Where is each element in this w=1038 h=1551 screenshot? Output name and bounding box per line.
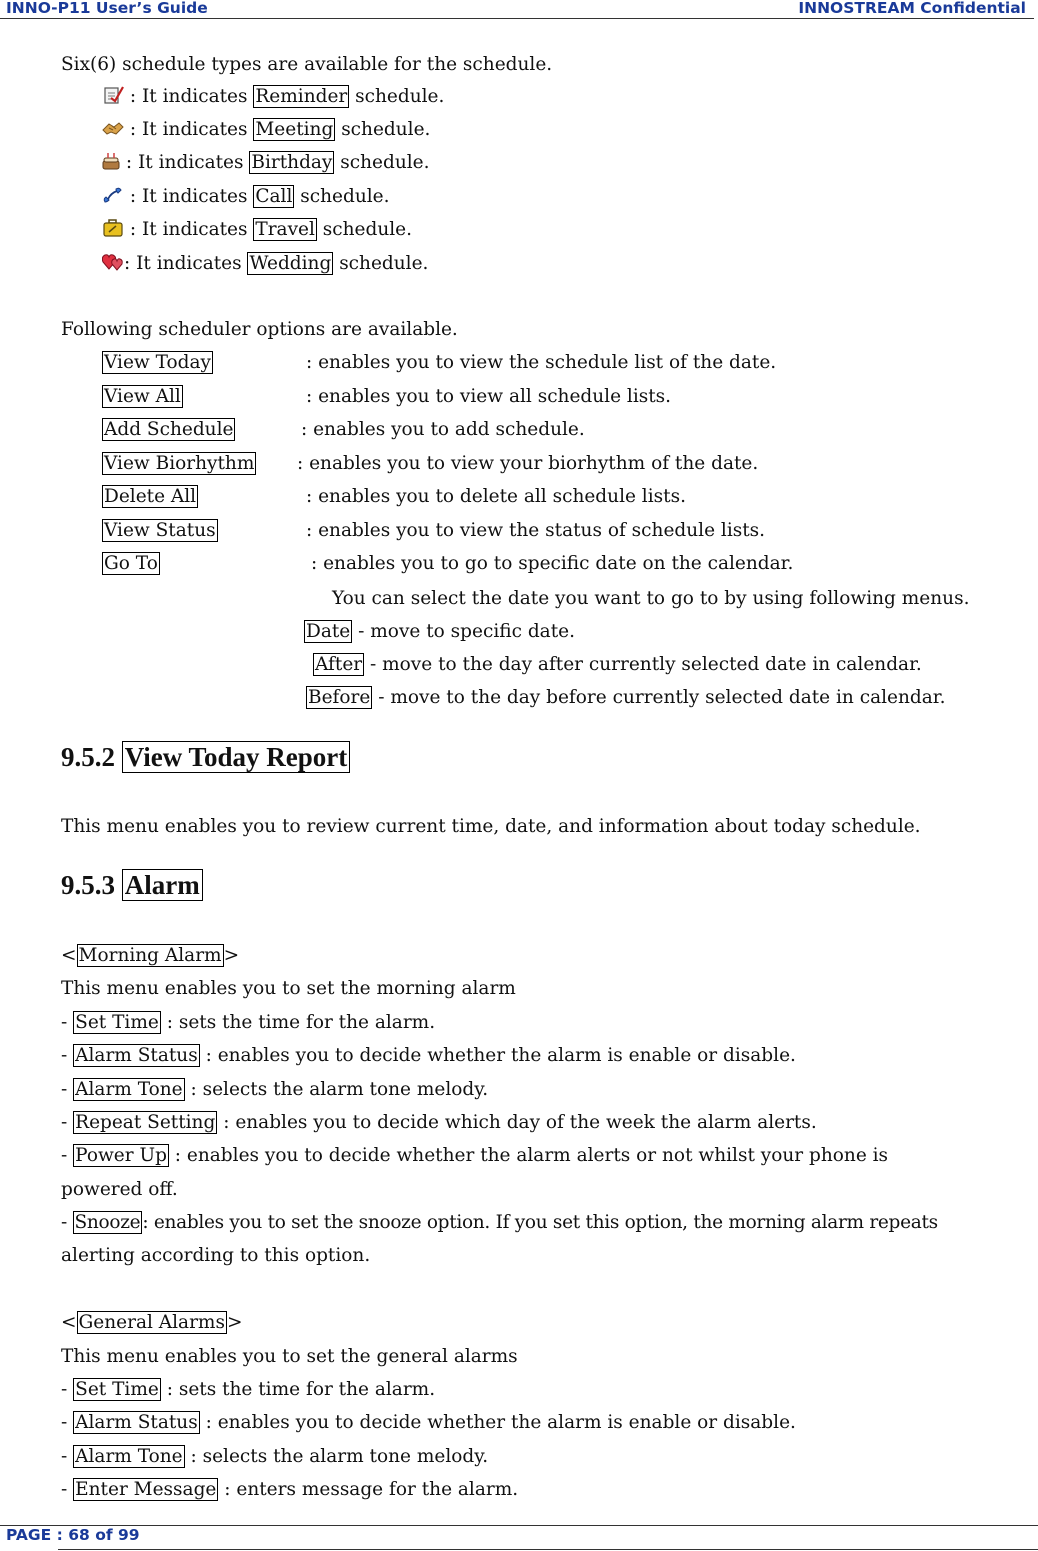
general-item: - Enter Message : enters message for the alarm. [61,1479,519,1500]
type-row: : It indicates Meeting schedule. [102,118,430,142]
morning-item: - Alarm Tone : selects the alarm tone melody. [61,1079,489,1100]
meeting-icon [102,118,124,138]
morning-snooze: Snooze [74,1212,141,1233]
general-item: - Alarm Tone : selects the alarm tone melody. [61,1446,489,1467]
morning-item: - Set Time : sets the time for the alarm. [61,1012,436,1033]
type-name-wedding: Wedding [249,253,332,274]
morning-power-up: Power Up [75,1145,167,1166]
morning-alarm-heading: < Morning Alarm > [61,945,240,966]
option-desc: : enables you to delete all schedule lists. [306,486,686,507]
section-title-view-today-report: View Today Report [122,741,351,773]
general-alarms-title: General Alarms [78,1312,225,1333]
call-icon [102,185,124,205]
morning-item: - Repeat Setting : enables you to decide which day of the week the alarm alerts. [61,1112,817,1133]
option-row [102,385,183,409]
option-desc: : enables you to go to specific date on the calendar. [311,553,794,574]
section-952-body: This menu enables you to review current time, date, and information about today schedule. [61,816,921,837]
type-name-call: Call [255,186,293,207]
section-heading-952: 9.5.2 View Today Report [61,740,350,774]
type-row: : It indicates Call schedule. [102,185,390,209]
morning-item: - Snooze : enables you to set the snooze option. If you set this option, the morning alarm repeats [61,1212,938,1233]
type-row: : It indicates Reminder schedule. [102,85,444,109]
goto-before: Before [308,687,371,708]
general-alarm-status: Alarm Status [75,1412,198,1433]
morning-item-continuation: powered off. [61,1179,178,1200]
option-row [102,351,213,375]
type-row: : It indicates Travel schedule. [102,218,412,242]
morning-alarm-tone: Alarm Tone [75,1079,183,1100]
option-row [102,418,235,442]
general-item: - Set Time : sets the time for the alarm. [61,1379,436,1400]
option-add-schedule: Add Schedule [104,419,234,440]
morning-alarm-intro: This menu enables you to set the morning alarm [61,978,516,999]
goto-note: You can select the date you want to go to by using following menus. [332,588,970,609]
reminder-icon [102,85,124,105]
goto-date: Date [306,621,351,642]
option-desc: : enables you to view the schedule list of the date. [306,352,777,373]
option-row [102,552,160,576]
morning-alarm-title: Morning Alarm [78,945,222,966]
general-item: - Alarm Status : enables you to decide whether the alarm is enable or disable. [61,1412,796,1433]
morning-item: - Power Up : enables you to decide whether the alarm alerts or not whilst your phone is [61,1145,889,1166]
morning-item-continuation: alerting according to this option. [61,1245,371,1266]
section-heading-953: 9.5.3 Alarm [61,868,203,902]
header-confidential: INNOSTREAM Confidential [798,0,1026,17]
option-view-today: View Today [104,352,211,373]
page-header [0,0,1038,18]
option-desc: : enables you to view your biorhythm of the date. [297,453,759,474]
morning-alarm-status: Alarm Status [75,1045,198,1066]
option-view-status: View Status [104,520,216,541]
type-name-travel: Travel [255,219,315,240]
option-delete-all: Delete All [104,486,197,507]
general-alarms-heading: < General Alarms > [61,1312,243,1333]
option-row [102,485,198,509]
section-title-alarm: Alarm [122,869,203,901]
header-doc-title: INNO-P11 User’s Guide [6,0,208,17]
type-row: : It indicates Wedding schedule. [102,252,428,276]
footer-divider [0,1525,1038,1526]
option-view-biorhythm: View Biorhythm [104,453,255,474]
page-number: PAGE : 68 of 99 [6,1526,140,1544]
wedding-icon [102,252,124,272]
option-row [102,452,256,476]
morning-item: - Alarm Status : enables you to decide whether the alarm is enable or disable. [61,1045,796,1066]
intro-text: Six(6) schedule types are available for the schedule. [61,54,553,75]
option-go-to: Go To [104,553,158,574]
goto-sub-row: After - move to the day after currently selected date in calendar. [315,654,922,675]
options-intro: Following scheduler options are available. [61,319,458,340]
general-alarms-intro: This menu enables you to set the general alarms [61,1346,518,1367]
morning-set-time: Set Time [75,1012,159,1033]
option-desc: : enables you to view the status of schedule lists. [306,520,766,541]
type-name-birthday: Birthday [251,152,333,173]
footer-bottom-rule [58,1549,1038,1550]
morning-repeat-setting: Repeat Setting [75,1112,216,1133]
option-view-all: View All [104,386,181,407]
birthday-icon [102,151,120,171]
header-divider [0,18,1034,19]
goto-sub-row: Before - move to the day before currently selected date in calendar. [308,687,946,708]
type-row: : It indicates Birthday schedule. [102,151,430,175]
goto-sub-row: Date - move to specific date. [306,621,575,642]
option-row [102,519,218,543]
general-alarm-tone: Alarm Tone [75,1446,183,1467]
type-name-meeting: Meeting [255,119,334,140]
general-enter-message: Enter Message [75,1479,217,1500]
travel-icon [102,218,124,238]
goto-after: After [315,654,363,675]
type-name-reminder: Reminder [255,86,348,107]
option-desc: : enables you to add schedule. [301,419,585,440]
option-desc: : enables you to view all schedule lists. [306,386,672,407]
general-set-time: Set Time [75,1379,159,1400]
